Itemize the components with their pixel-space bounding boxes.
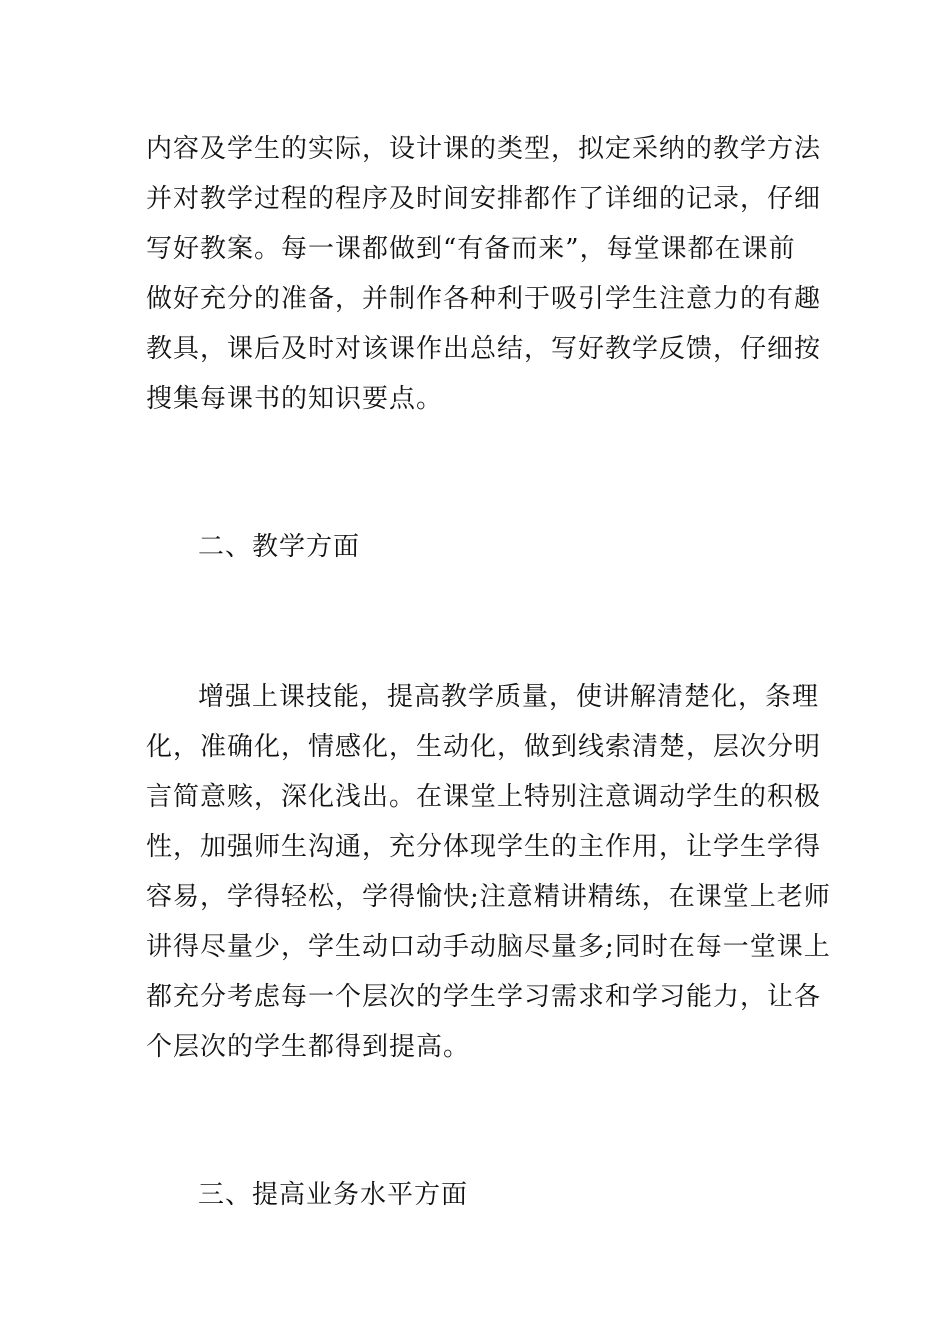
section-heading-text: 三、提高业务水平方面 <box>198 1180 469 1210</box>
paragraph-line: 讲得尽量少，学生动口动手动脑尽量多;同时在每一堂课上 <box>146 932 831 962</box>
paragraph-line: 都充分考虑每一个层次的学生学习需求和学习能力，让各 <box>146 982 822 1012</box>
paragraph-line: 教具，课后及时对该课作出总结，写好教学反馈，仔细按 <box>146 334 822 364</box>
paragraph-line: 写好教案。每一课都做到“有备而来”，每堂课都在课前 <box>146 234 796 264</box>
section-heading-teaching <box>146 522 810 572</box>
paragraph-line: 并对教学过程的程序及时间安排都作了详细的记录，仔细 <box>146 184 822 214</box>
paragraph-line: 个层次的学生都得到提高。 <box>146 1032 471 1062</box>
section-heading-professional-level <box>146 1170 810 1220</box>
paragraph-line: 容易，学得轻松，学得愉快;注意精讲精练，在课堂上老师 <box>146 882 831 912</box>
paragraph-line: 性，加强师生沟通，充分体现学生的主作用，让学生学得 <box>146 832 822 862</box>
paragraph-line: 增强上课技能，提高教学质量，使讲解清楚化，条理 <box>198 682 820 712</box>
paragraph-line: 言简意赅，深化浅出。在课堂上特别注意调动学生的积极 <box>146 782 822 812</box>
section-heading-text: 二、教学方面 <box>198 532 361 562</box>
paragraph-line: 搜集每课书的知识要点。 <box>146 384 444 414</box>
paragraph-line: 内容及学生的实际，设计课的类型，拟定采纳的教学方法 <box>146 134 822 164</box>
paragraph-teaching <box>146 672 831 1072</box>
paragraph-line: 做好充分的准备，并制作各种利于吸引学生注意力的有趣 <box>146 284 822 314</box>
paragraph-line: 化，准确化，情感化，生动化，做到线索清楚，层次分明 <box>146 732 822 762</box>
paragraph-lesson-preparation <box>146 124 822 424</box>
